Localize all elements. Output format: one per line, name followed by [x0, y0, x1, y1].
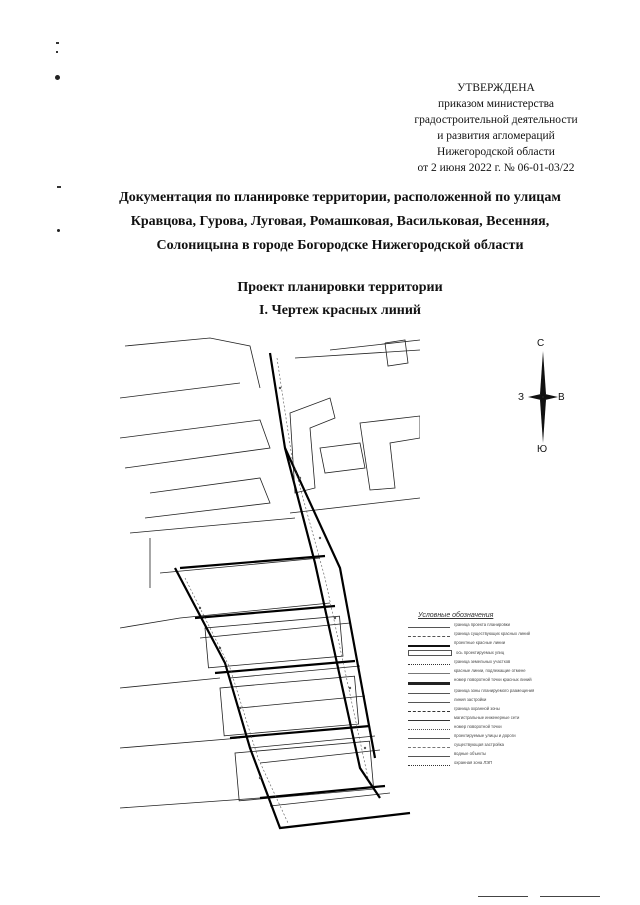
approval-line-5: Нижегородской области — [437, 146, 555, 158]
legend-label: охранная зона ЛЭП — [454, 760, 493, 765]
legend-label: линия застройки — [454, 697, 487, 702]
legend-label: существующая застройка — [454, 742, 505, 747]
red-lines-drawing — [120, 328, 420, 863]
compass-north-label: С — [537, 338, 545, 349]
legend-label: граница охранной зоны — [454, 706, 500, 711]
legend-item — [408, 688, 618, 694]
legend-symbol — [408, 668, 450, 674]
scan-dot-1 — [55, 75, 60, 80]
legend-symbol — [408, 715, 450, 721]
legend-item — [408, 760, 618, 766]
legend-label: номер поворотной точки красных линий — [454, 677, 532, 682]
legend-label: граница существующих красных линий — [454, 631, 530, 636]
legend-symbol — [408, 751, 450, 757]
legend-symbol — [408, 677, 450, 685]
legend — [408, 612, 618, 769]
legend-item — [408, 751, 618, 757]
legend-item — [408, 697, 618, 703]
legend-symbol — [408, 650, 452, 656]
document-title — [60, 186, 620, 258]
legend-item — [408, 622, 618, 628]
legend-item — [408, 668, 618, 674]
legend-label: граница земельных участков — [454, 659, 511, 664]
legend-label: ось проектируемых улиц — [456, 650, 505, 655]
legend-symbol — [408, 760, 450, 766]
legend-item — [408, 640, 618, 647]
legend-symbol — [408, 733, 450, 739]
compass-east-label: В — [558, 392, 565, 403]
legend-item — [408, 724, 618, 730]
approval-line-2: приказом министерства — [438, 98, 554, 110]
legend-title: Условные обозначения — [418, 612, 494, 619]
legend-label: водные объекты — [454, 751, 487, 756]
legend-label: проектные красные линии — [454, 640, 506, 645]
footer-rule-1 — [478, 896, 528, 897]
project-name: Проект планировки территории — [237, 280, 443, 295]
footer-rule-2 — [540, 896, 600, 897]
legend-item — [408, 733, 618, 739]
legend-symbol — [408, 640, 450, 647]
title-line-3: Солоницына в городе Богородске Нижегородской области — [156, 238, 524, 253]
legend-label: номер поворотной точки — [454, 724, 502, 729]
section-title: I. Чертеж красных линий — [259, 303, 421, 318]
legend-item — [408, 650, 618, 656]
legend-symbol — [408, 631, 450, 637]
legend-item — [408, 715, 618, 721]
legend-label: граница зоны планируемого размещения — [454, 688, 535, 693]
compass-west-label: З — [518, 392, 525, 403]
legend-symbol — [408, 659, 450, 665]
legend-label: красные линии, подлежащие отмене — [454, 668, 526, 673]
legend-item — [408, 659, 618, 665]
compass-south-label: Ю — [537, 444, 548, 455]
legend-symbol — [408, 697, 450, 703]
scan-mark-1 — [56, 42, 59, 44]
legend-item — [408, 706, 618, 712]
legend-symbol — [408, 724, 450, 730]
approval-stamp — [380, 80, 612, 176]
legend-label: граница проекта планировки — [454, 622, 510, 627]
approval-line-6: от 2 июня 2022 г. № 06-01-03/22 — [417, 162, 575, 174]
legend-item — [408, 631, 618, 637]
legend-symbol — [408, 706, 450, 712]
title-line-1: Документация по планировке территории, расположенной по улицам — [119, 190, 561, 205]
approval-line-4: и развития агломераций — [437, 130, 555, 142]
legend-label: проектируемые улицы и дороги — [454, 733, 516, 738]
legend-item — [408, 742, 618, 748]
compass-rose — [510, 338, 570, 458]
legend-item — [408, 677, 618, 685]
legend-label: магистральные инженерные сети — [454, 715, 520, 720]
approval-line-3: градостроительной деятельности — [414, 114, 578, 126]
approval-line-1: УТВЕРЖДЕНА — [457, 82, 535, 94]
legend-symbol — [408, 622, 450, 628]
legend-symbol — [408, 688, 450, 694]
compass-icon — [528, 351, 558, 443]
legend-symbol — [408, 742, 450, 748]
scan-mark-2 — [56, 51, 58, 53]
title-line-2: Кравцова, Гурова, Луговая, Ромашковая, Васильковая, Весенняя, — [130, 214, 550, 229]
